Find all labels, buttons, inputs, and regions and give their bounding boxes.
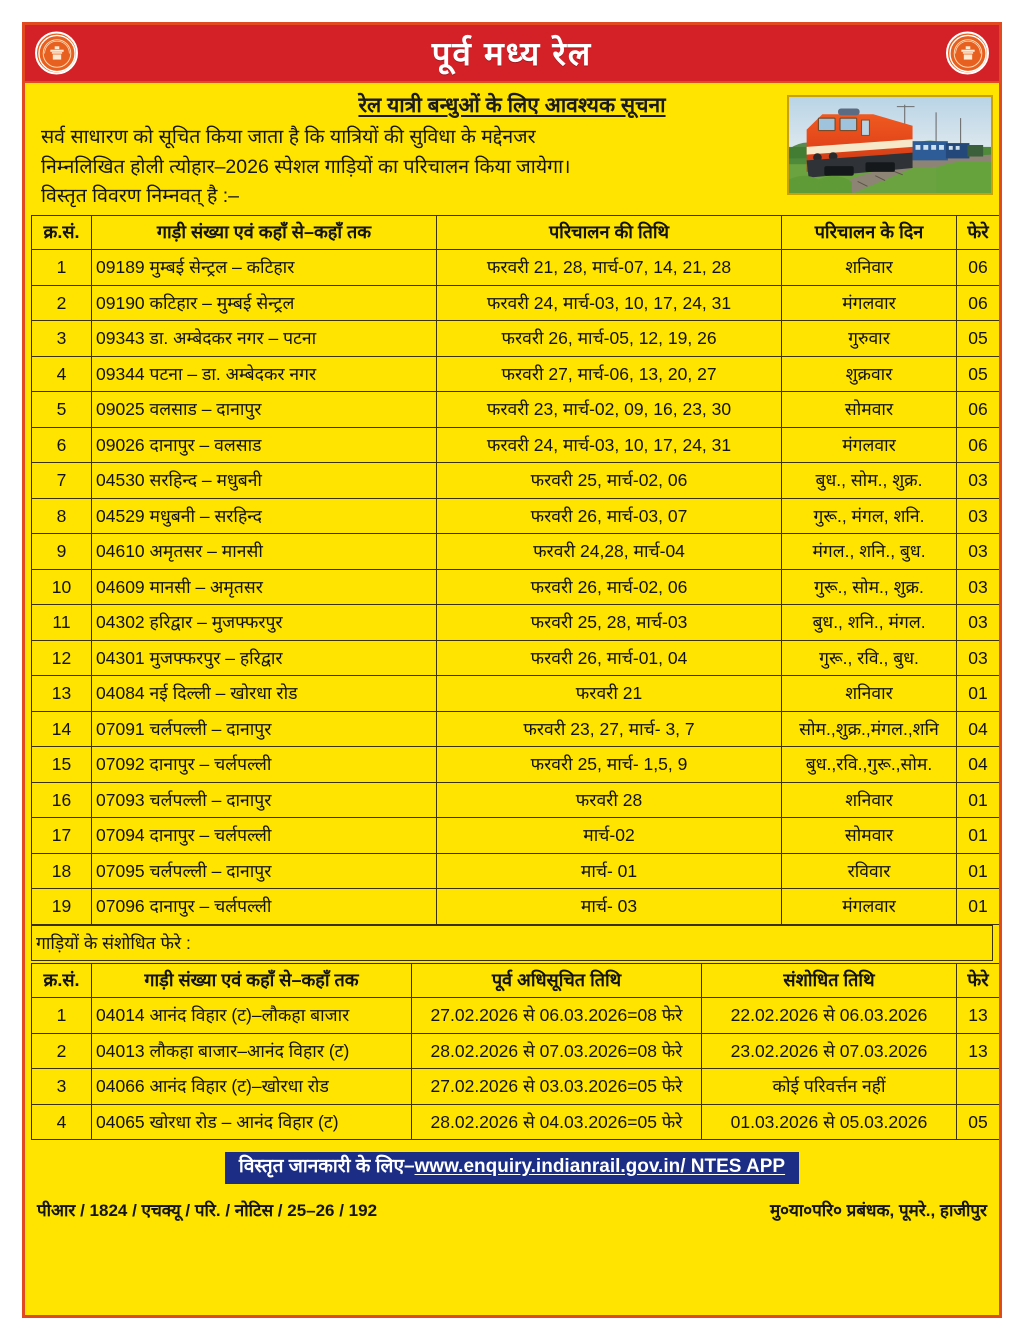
footer-row (33, 1184, 991, 1221)
train-cell-4: 03 (957, 534, 1000, 570)
train-cell-1: 07095 चर्लपल्ली – दानापुर (92, 853, 437, 889)
intro-line-1: सर्व साधारण को सूचित किया जाता है कि यात्रियों की सुविधा के मद्देनजर (41, 126, 536, 148)
train-cell-0: 14 (32, 711, 92, 747)
table-row (32, 321, 1000, 357)
table-row (32, 463, 1000, 499)
train-cell-1: 07093 चर्लपल्ली – दानापुर (92, 782, 437, 818)
train-cell-1: 09344 पटना – डा. अम्बेदकर नगर (92, 356, 437, 392)
revised-cell-0: 4 (32, 1104, 92, 1140)
notice-subtitle: रेल यात्री बन्धुओं के लिए आवश्यक सूचना (358, 94, 666, 117)
train-cell-2: फरवरी 21 (437, 676, 782, 712)
special-trains-table (31, 215, 1000, 925)
table-row (32, 711, 1000, 747)
train-cell-1: 07091 चर्लपल्ली – दानापुर (92, 711, 437, 747)
revised-cell-1: 04013 लौकहा बाजार–आनंद विहार (ट) (92, 1033, 412, 1069)
revised-trips-wrap (25, 925, 999, 1141)
table-row (32, 605, 1000, 641)
revised-section-heading: गाड़ियों के संशोधित फेरे : (32, 925, 993, 961)
enquiry-url-link[interactable]: www.enquiry.indianrail.gov.in/ NTES APP (414, 1156, 786, 1178)
train-cell-4: 05 (957, 356, 1000, 392)
train-cell-0: 9 (32, 534, 92, 570)
train-cell-0: 2 (32, 285, 92, 321)
train-cell-2: फरवरी 26, मार्च-03, 07 (437, 498, 782, 534)
train-cell-3: बुध.,रवि.,गुरू.,सोम. (782, 747, 957, 783)
poster-frame (22, 22, 1002, 1318)
train-cell-3: सोमवार (782, 818, 957, 854)
train-cell-3: शनिवार (782, 676, 957, 712)
revised-cell-2: 28.02.2026 से 04.03.2026=05 फेरे (412, 1104, 702, 1140)
train-cell-2: फरवरी 24, मार्च-03, 10, 17, 24, 31 (437, 427, 782, 463)
train-cell-4: 03 (957, 569, 1000, 605)
train-cell-1: 09025 वलसाड – दानापुर (92, 392, 437, 428)
table-row (32, 998, 1000, 1034)
revised-cell-0: 1 (32, 998, 92, 1034)
train-cell-0: 10 (32, 569, 92, 605)
revised-cell-4 (957, 1069, 1000, 1105)
train-cell-0: 3 (32, 321, 92, 357)
notice-intro-section (25, 83, 999, 215)
revised-cell-2: 27.02.2026 से 03.03.2026=05 फेरे (412, 1069, 702, 1105)
train-cell-0: 11 (32, 605, 92, 641)
train-cell-1: 07092 दानापुर – चर्लपल्ली (92, 747, 437, 783)
train-cell-0: 7 (32, 463, 92, 499)
th-rev-train-name: गाड़ी संख्या एवं कहाँ से–कहाँ तक (92, 964, 412, 998)
train-cell-2: फरवरी 24,28, मार्च-04 (437, 534, 782, 570)
table-row (32, 569, 1000, 605)
train-cell-0: 8 (32, 498, 92, 534)
train-cell-2: फरवरी 25, 28, मार्च-03 (437, 605, 782, 641)
train-cell-0: 1 (32, 250, 92, 286)
train-cell-0: 16 (32, 782, 92, 818)
train-cell-4: 01 (957, 889, 1000, 925)
intro-line-3: विस्तृत विवरण निम्नवत् है :– (41, 185, 240, 208)
revised-cell-2: 28.02.2026 से 07.03.2026=08 फेरे (412, 1033, 702, 1069)
train-cell-3: मंगल., शनि., बुध. (782, 534, 957, 570)
table-row (32, 356, 1000, 392)
train-cell-1: 04084 नई दिल्ली – खोरधा रोड (92, 676, 437, 712)
train-cell-1: 07094 दानापुर – चर्लपल्ली (92, 818, 437, 854)
train-cell-3: गुरू., मंगल, शनि. (782, 498, 957, 534)
revised-cell-3: 22.02.2026 से 06.03.2026 (702, 998, 957, 1034)
train-cell-4: 04 (957, 711, 1000, 747)
train-cell-3: मंगलवार (782, 889, 957, 925)
train-cell-1: 09026 दानापुर – वलसाड (92, 427, 437, 463)
train-cell-4: 01 (957, 676, 1000, 712)
indian-railways-emblem-left-icon (35, 32, 78, 75)
revised-cell-4: 13 (957, 1033, 1000, 1069)
train-cell-4: 05 (957, 321, 1000, 357)
train-cell-2: फरवरी 26, मार्च-05, 12, 19, 26 (437, 321, 782, 357)
table-row (32, 1033, 1000, 1069)
th-rev-new-date: संशोधित तिथि (702, 964, 957, 998)
th-dates: परिचालन की तिथि (437, 216, 782, 250)
train-cell-0: 19 (32, 889, 92, 925)
signature-authority: मु०या०परि० प्रबंधक, पूमरे., हाजीपुर (769, 1200, 987, 1220)
train-cell-2: फरवरी 26, मार्च-02, 06 (437, 569, 782, 605)
train-cell-2: मार्च- 01 (437, 853, 782, 889)
train-cell-1: 09190 कटिहार – मुम्बई सेन्ट्रल (92, 285, 437, 321)
train-cell-1: 04530 सरहिन्द – मधुबनी (92, 463, 437, 499)
train-cell-2: फरवरी 25, मार्च-02, 06 (437, 463, 782, 499)
train-cell-4: 01 (957, 782, 1000, 818)
notice-reference-number: पीआर / 1824 / एचक्यू / परि. / नोटिस / 25–26 / 192 (37, 1200, 378, 1220)
train-cell-1: 09189 मुम्बई सेन्ट्रल – कटिहार (92, 250, 437, 286)
table-row (32, 782, 1000, 818)
revised-table-header-row (32, 964, 1000, 998)
train-cell-4: 03 (957, 463, 1000, 499)
train-cell-3: बुध., शनि., मंगल. (782, 605, 957, 641)
train-cell-2: मार्च- 03 (437, 889, 782, 925)
table-row (32, 818, 1000, 854)
train-cell-3: बुध., सोम., शुक्र. (782, 463, 957, 499)
notice-intro-text (35, 124, 792, 211)
revised-cell-4: 13 (957, 998, 1000, 1034)
revised-cell-3: 01.03.2026 से 05.03.2026 (702, 1104, 957, 1140)
train-cell-3: शनिवार (782, 782, 957, 818)
revised-heading-row (32, 925, 993, 961)
enquiry-prefix-label: विस्तृत जानकारी के लिए– (238, 1156, 415, 1178)
table-header-row (32, 216, 1000, 250)
train-cell-3: सोम.,शुक्र.,मंगल.,शनि (782, 711, 957, 747)
page-title: पूर्व मध्य रेल (431, 34, 593, 72)
table-row (32, 1069, 1000, 1105)
train-cell-2: फरवरी 23, मार्च-02, 09, 16, 23, 30 (437, 392, 782, 428)
table-row (32, 392, 1000, 428)
train-cell-4: 06 (957, 392, 1000, 428)
train-cell-3: शुक्रवार (782, 356, 957, 392)
train-cell-4: 04 (957, 747, 1000, 783)
train-cell-0: 18 (32, 853, 92, 889)
train-cell-3: गुरुवार (782, 321, 957, 357)
revised-cell-3: कोई परिवर्त्तन नहीं (702, 1069, 957, 1105)
table-row (32, 747, 1000, 783)
train-cell-0: 6 (32, 427, 92, 463)
train-cell-3: शनिवार (782, 250, 957, 286)
train-cell-3: सोमवार (782, 392, 957, 428)
revised-trips-table (31, 963, 1000, 1140)
th-trips: फेरे (957, 216, 1000, 250)
train-cell-0: 15 (32, 747, 92, 783)
revised-cell-1: 04066 आनंद विहार (ट)–खोरधा रोड (92, 1069, 412, 1105)
train-cell-3: गुरू., सोम., शुक्र. (782, 569, 957, 605)
train-cell-4: 06 (957, 250, 1000, 286)
revised-section-heading-table (31, 925, 993, 962)
train-cell-2: फरवरी 28 (437, 782, 782, 818)
table-row (32, 676, 1000, 712)
table-row (32, 534, 1000, 570)
train-cell-1: 04302 हरिद्वार – मुजफ्फरपुर (92, 605, 437, 641)
special-trains-tbody (32, 250, 1000, 925)
enquiry-bar[interactable] (225, 1152, 799, 1184)
train-cell-0: 17 (32, 818, 92, 854)
train-cell-1: 04610 अमृतसर – मानसी (92, 534, 437, 570)
train-cell-3: रविवार (782, 853, 957, 889)
table-row (32, 853, 1000, 889)
special-trains-table-wrap (25, 215, 999, 925)
table-row (32, 285, 1000, 321)
table-row (32, 498, 1000, 534)
train-cell-2: फरवरी 27, मार्च-06, 13, 20, 27 (437, 356, 782, 392)
th-rev-serial: क्र.सं. (32, 964, 92, 998)
train-cell-0: 4 (32, 356, 92, 392)
revised-trips-tbody (32, 998, 1000, 1140)
th-rev-trips: फेरे (957, 964, 1000, 998)
table-row (32, 889, 1000, 925)
train-cell-2: फरवरी 21, 28, मार्च-07, 14, 21, 28 (437, 250, 782, 286)
train-cell-4: 06 (957, 285, 1000, 321)
revised-cell-2: 27.02.2026 से 06.03.2026=08 फेरे (412, 998, 702, 1034)
table-row (32, 1104, 1000, 1140)
train-cell-1: 04301 मुजफ्फरपुर – हरिद्वार (92, 640, 437, 676)
th-train-name: गाड़ी संख्या एवं कहाँ से–कहाँ तक (92, 216, 437, 250)
table-row (32, 427, 1000, 463)
header-band (25, 25, 999, 83)
revised-cell-4: 05 (957, 1104, 1000, 1140)
enquiry-bar-wrap (33, 1140, 991, 1184)
train-cell-3: मंगलवार (782, 427, 957, 463)
train-cell-2: फरवरी 26, मार्च-01, 04 (437, 640, 782, 676)
th-serial: क्र.सं. (32, 216, 92, 250)
train-cell-4: 01 (957, 853, 1000, 889)
train-cell-2: मार्च-02 (437, 818, 782, 854)
train-photo (787, 95, 993, 195)
th-days: परिचालन के दिन (782, 216, 957, 250)
train-cell-0: 5 (32, 392, 92, 428)
train-cell-4: 06 (957, 427, 1000, 463)
train-cell-1: 04529 मधुबनी – सरहिन्द (92, 498, 437, 534)
revised-cell-0: 2 (32, 1033, 92, 1069)
train-cell-4: 03 (957, 605, 1000, 641)
train-cell-1: 07096 दानापुर – चर्लपल्ली (92, 889, 437, 925)
train-cell-4: 03 (957, 640, 1000, 676)
train-cell-2: फरवरी 24, मार्च-03, 10, 17, 24, 31 (437, 285, 782, 321)
train-cell-0: 13 (32, 676, 92, 712)
train-cell-1: 09343 डा. अम्बेदकर नगर – पटना (92, 321, 437, 357)
poster-footer (25, 1140, 999, 1315)
train-cell-2: फरवरी 23, 27, मार्च- 3, 7 (437, 711, 782, 747)
train-cell-3: मंगलवार (782, 285, 957, 321)
train-cell-0: 12 (32, 640, 92, 676)
table-row (32, 640, 1000, 676)
revised-cell-1: 04014 आनंद विहार (ट)–लौकहा बाजार (92, 998, 412, 1034)
th-rev-old-date: पूर्व अधिसूचित तिथि (412, 964, 702, 998)
intro-line-2: निम्नलिखित होली त्योहार–2026 स्पेशल गाड़ियों का परिचालन किया जायेगा। (41, 155, 571, 178)
revised-cell-1: 04065 खोरधा रोड – आनंद विहार (ट) (92, 1104, 412, 1140)
train-cell-4: 03 (957, 498, 1000, 534)
table-row (32, 250, 1000, 286)
revised-cell-0: 3 (32, 1069, 92, 1105)
indian-railways-emblem-right-icon (946, 32, 989, 75)
train-cell-4: 01 (957, 818, 1000, 854)
train-cell-1: 04609 मानसी – अमृतसर (92, 569, 437, 605)
train-cell-2: फरवरी 25, मार्च- 1,5, 9 (437, 747, 782, 783)
revised-cell-3: 23.02.2026 से 07.03.2026 (702, 1033, 957, 1069)
train-cell-3: गुरू., रवि., बुध. (782, 640, 957, 676)
